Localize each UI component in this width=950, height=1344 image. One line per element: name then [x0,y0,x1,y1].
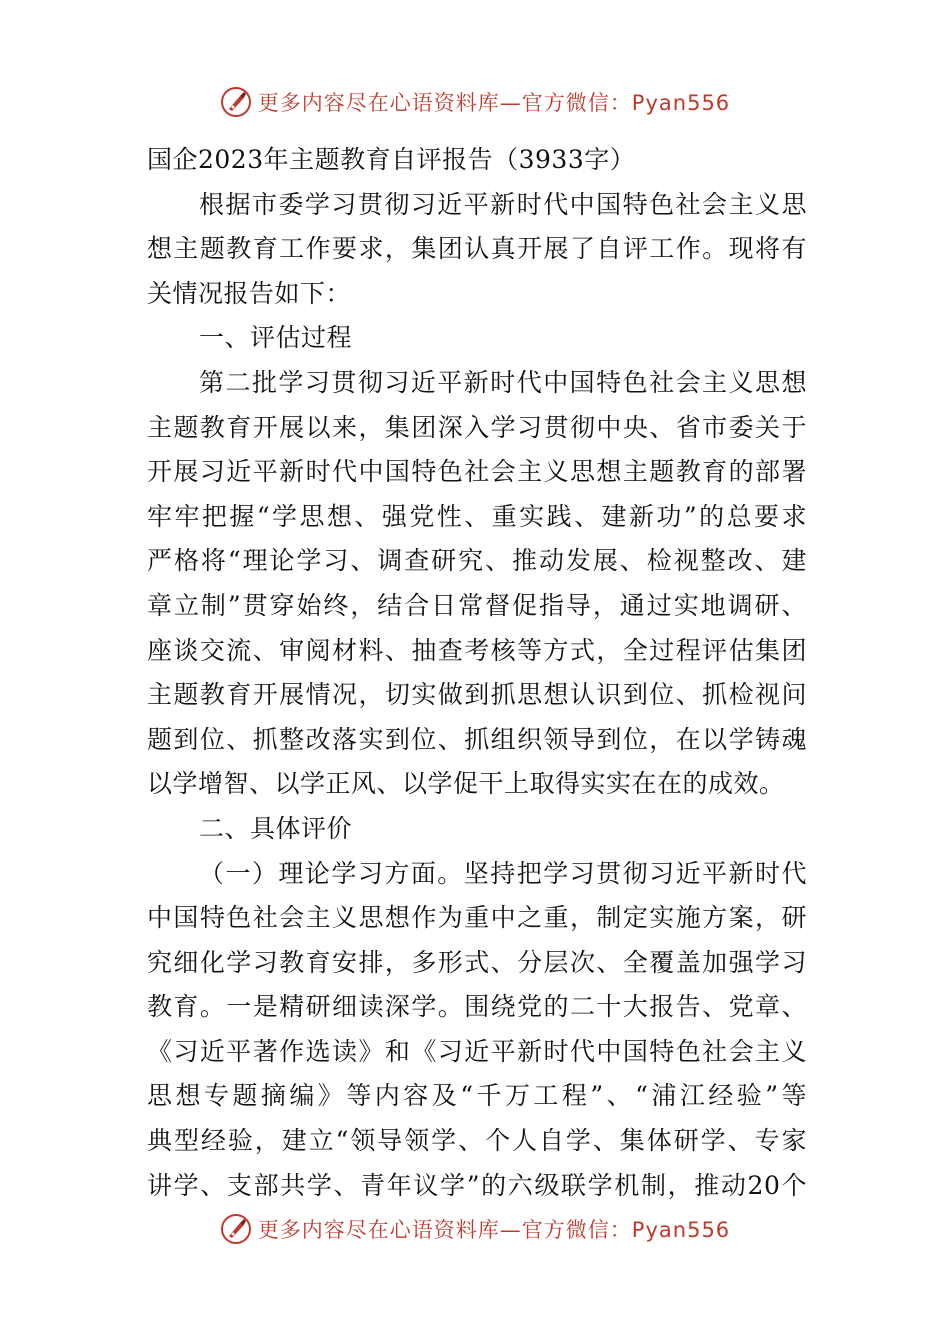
text-line: 《习近平著作选读》和《习近平新时代中国特色社会主义 [147,1036,807,1066]
text-line: 思想专题摘编》等内容及“千万工程”、“浦江经验”等 [147,1081,807,1111]
text-line: 中国特色社会主义思想作为重中之重，制定实施方案，研 [147,903,807,933]
watermark-text: 更多内容尽在心语资料库—官方微信：Pyan556 [257,91,731,115]
text-line: 牢牢把握“学思想、强党性、重实践、建新功”的总要求 [147,501,807,531]
text-line: 讲学、支部共学、青年议学”的六级联学机制，推动20个 [147,1170,807,1200]
text-line: 严格将“理论学习、调查研究、推动发展、检视整改、建 [147,546,807,576]
text-line: 一、评估过程 [199,323,353,353]
text-line: 开展习近平新时代中国特色社会主义思想主题教育的部署 [147,457,807,487]
text-line: 题到位、抓整改落实到位、抓组织领导到位，在以学铸魂 [147,724,807,754]
pen-nib-logo-icon [220,1213,252,1245]
document-body [147,138,807,1208]
document-title: 国企2023年主题教育自评报告（3933字） [147,145,636,174]
text-line: 根据市委学习贯彻习近平新时代中国特色社会主义思 [199,189,807,219]
footer-watermark [0,1209,950,1249]
text-line: 章立制”贯穿始终，结合日常督促指导，通过实地调研、 [147,590,807,620]
header-watermark [0,82,950,122]
text-line: 主题教育开展情况，切实做到抓思想认识到位、抓检视问 [147,680,807,710]
text-line: 典型经验，建立“领导领学、个人自学、集体研学、专家 [147,1126,807,1156]
text-line: 主题教育开展以来，集团深入学习贯彻中央、省市委关于 [147,412,807,442]
text-line: 以学增智、以学正风、以学促干上取得实实在在的成效。 [147,769,785,799]
text-line: 教育。一是精研细读深学。围绕党的二十大报告、党章、 [147,992,807,1022]
watermark-text: 更多内容尽在心语资料库—官方微信：Pyan556 [257,1218,731,1242]
text-line: 究细化学习教育安排，多形式、分层次、全覆盖加强学习 [147,947,807,977]
text-line: 关情况报告如下： [147,278,352,308]
text-line: （一）理论学习方面。坚持把学习贯彻习近平新时代 [199,858,807,888]
text-line: 想主题教育工作要求，集团认真开展了自评工作。现将有 [147,234,807,264]
text-line: 第二批学习贯彻习近平新时代中国特色社会主义思想 [199,367,807,397]
pen-nib-logo-icon [220,86,252,118]
text-line: 座谈交流、审阅材料、抽查考核等方式，全过程评估集团 [147,635,807,665]
text-line: 二、具体评价 [199,813,353,843]
